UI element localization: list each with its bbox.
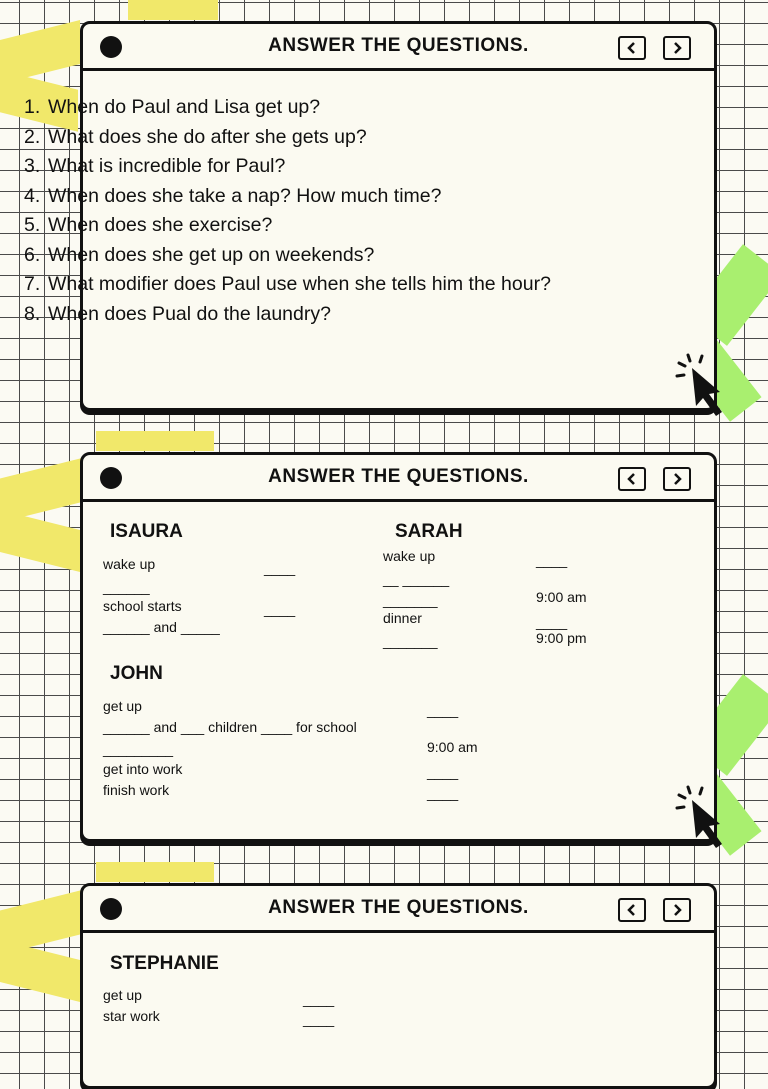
prev-button[interactable] — [618, 898, 646, 922]
answer-blank: ____ — [536, 614, 568, 630]
card-header — [83, 24, 714, 71]
answer-blank: _________ — [103, 741, 174, 757]
answer-blank: ______ — [103, 579, 150, 595]
question-item: 3. What is incredible for Paul? — [24, 155, 286, 177]
card-title: ANSWER THE QUESTIONS. — [268, 466, 529, 487]
questions-card-3 — [80, 883, 717, 1089]
answer-blank-row: ______ and ___ children ____ for school — [103, 719, 357, 735]
answer-blank: __ ______ — [383, 571, 450, 587]
schedule-label: get up — [103, 698, 142, 714]
answer-blank: _______ — [383, 633, 438, 649]
chevron-right-icon — [670, 472, 684, 486]
answer-blank: ____ — [427, 785, 459, 801]
schedule-label: finish work — [103, 782, 170, 798]
answer-blank: ____ — [264, 601, 296, 617]
person-name-isaura: ISAURA — [110, 521, 183, 542]
schedule-time: 9:00 am — [427, 739, 478, 755]
next-button[interactable] — [663, 898, 691, 922]
question-item: 6. When does she get up on weekends? — [24, 243, 375, 266]
yellow-bar-decoration-1 — [128, 0, 218, 20]
question-item: 7. What modifier does Paul use when she tells him the hour? — [24, 273, 551, 295]
yellow-bar-decoration-2 — [96, 431, 214, 451]
chevron-left-icon — [625, 472, 639, 486]
schedule-label: wake up — [103, 556, 156, 572]
answer-blank: ____ — [264, 560, 296, 576]
chevron-right-icon — [670, 903, 684, 917]
answer-blank: ____ — [303, 1011, 335, 1027]
yellow-bar-decoration-3 — [96, 862, 214, 882]
question-item: 4. When does she take a nap? How much time? — [24, 184, 442, 207]
prev-button[interactable] — [618, 36, 646, 60]
chevron-left-icon — [625, 41, 639, 55]
answer-blank: ____ — [427, 702, 459, 718]
answer-blank: ____ — [427, 764, 459, 780]
questions-list — [24, 93, 551, 329]
yellow-zigzag-decoration-4 — [0, 510, 80, 572]
card-header — [83, 455, 714, 502]
schedule-label: get up — [103, 987, 142, 1003]
schedule-label: star work — [103, 1008, 160, 1024]
question-item: 1. When do Paul and Lisa get up? — [24, 96, 321, 118]
answer-blank: ____ — [303, 991, 335, 1007]
schedule-label: get into work — [103, 761, 183, 777]
answer-blank: _______ — [383, 592, 438, 608]
click-cursor-icon — [674, 352, 736, 420]
schedule-time: 9:00 am — [536, 589, 587, 605]
card-header — [83, 886, 714, 933]
answer-blank-row: ______ and _____ — [103, 619, 220, 635]
yellow-zigzag-decoration-6 — [0, 940, 80, 1002]
card-title: ANSWER THE QUESTIONS. — [268, 897, 529, 918]
question-item: 2. What does she do after she gets up? — [24, 125, 367, 148]
prev-button[interactable] — [618, 467, 646, 491]
schedule-time: 9:00 pm — [536, 630, 587, 646]
schedule-label: school starts — [103, 598, 182, 614]
question-item: 5. When does she exercise? — [24, 214, 273, 236]
next-button[interactable] — [663, 36, 691, 60]
schedule-label: dinner — [383, 610, 422, 626]
person-name-john: JOHN — [110, 663, 163, 684]
schedule-label: wake up — [383, 548, 436, 564]
chevron-right-icon — [670, 41, 684, 55]
answer-blank: ____ — [536, 552, 568, 568]
next-button[interactable] — [663, 467, 691, 491]
person-name-sarah: SARAH — [395, 521, 463, 542]
person-name-stephanie: STEPHANIE — [110, 953, 219, 974]
question-item: 8. When does Pual do the laundry? — [24, 302, 331, 325]
click-cursor-icon — [674, 784, 736, 852]
card-title: ANSWER THE QUESTIONS. — [268, 35, 529, 56]
chevron-left-icon — [625, 903, 639, 917]
